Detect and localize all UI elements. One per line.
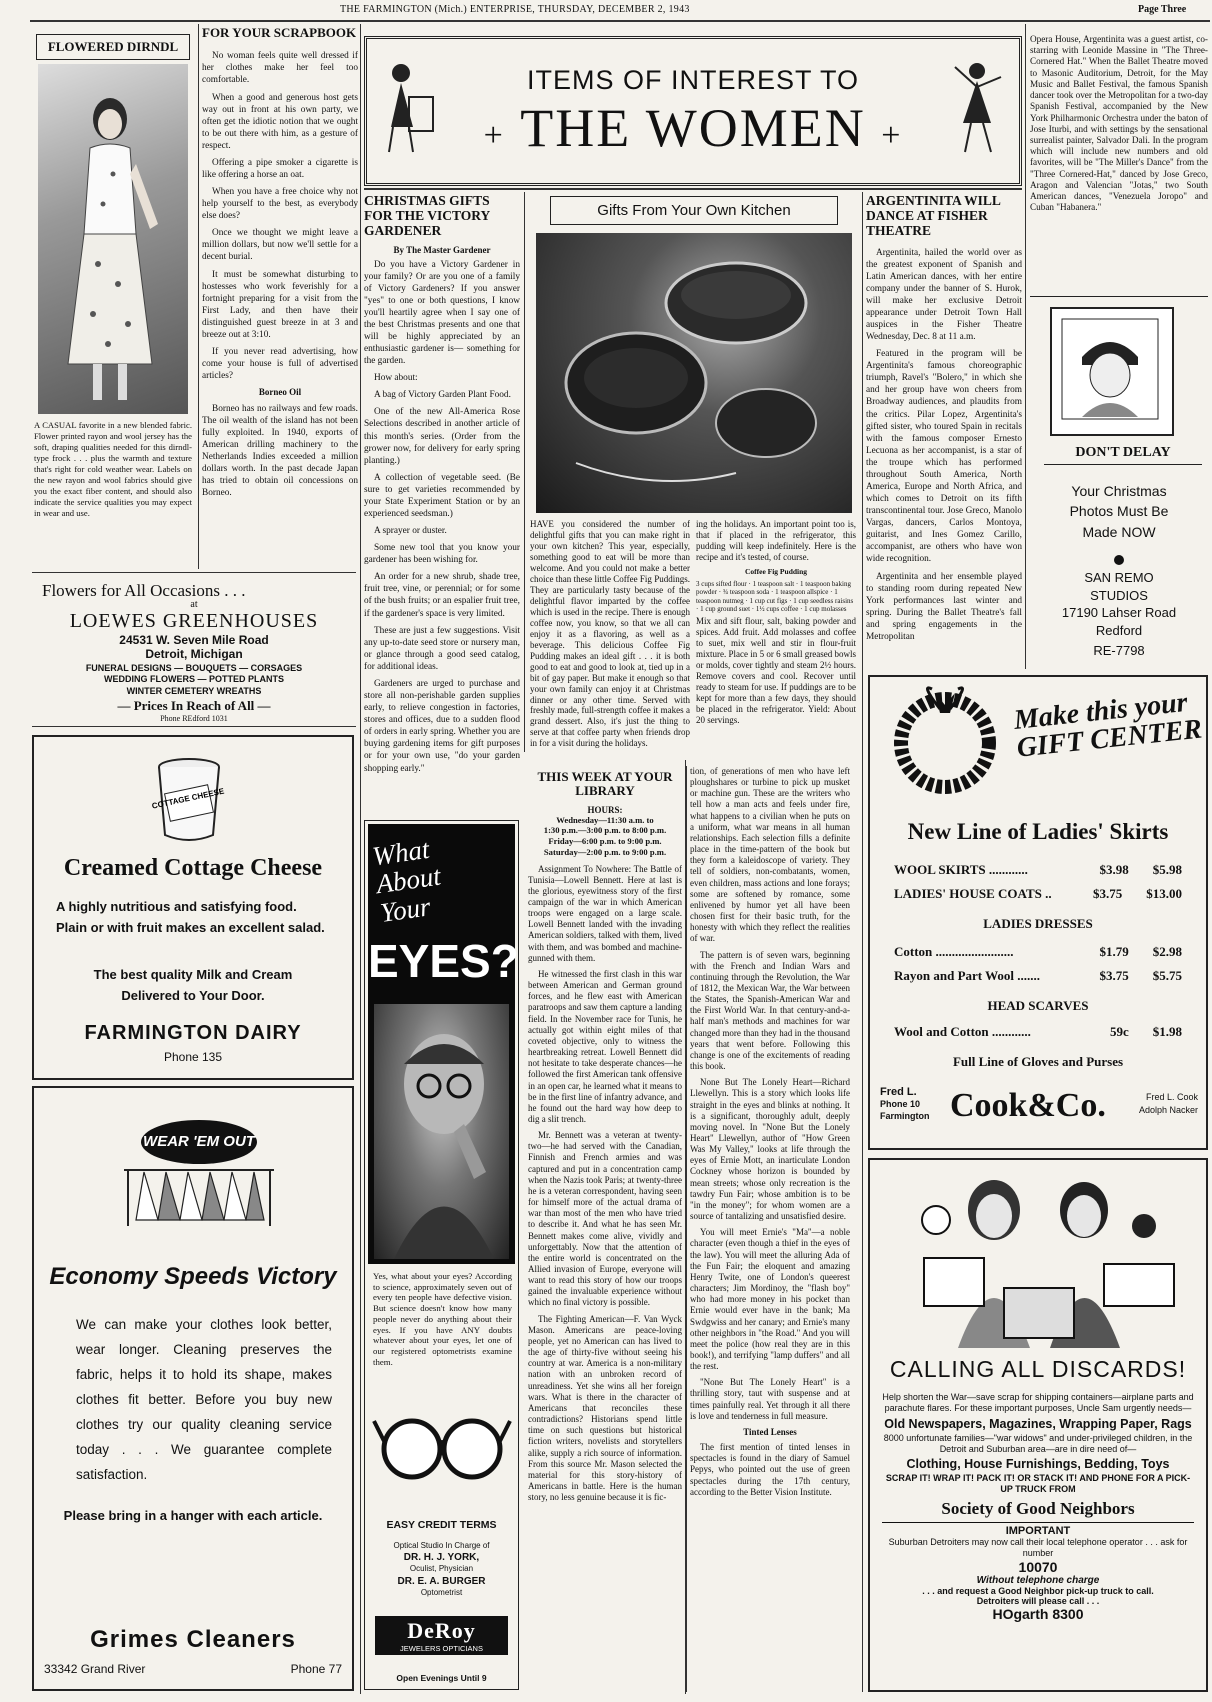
- library-para: The pattern is of seven wars, beginning with the French and Indian Wars and continuing through the Revolution, the War of 1812, the Mexican War, the War between the States, the Spanish-American War and the First World War. In that century-and-a-half man's methods and machines for war changed more than they had in the thousand years that went before. Following this change is one of the excitements of reading this book.: [690, 949, 850, 1072]
- library-hours-line: Wednesday—11:30 a.m. to: [556, 814, 654, 825]
- dairy-line: Delivered to Your Door.: [121, 987, 265, 1003]
- cook-right-info: [1139, 1091, 1198, 1116]
- loewes-addr1: 24531 W. Seven Mile Road: [119, 633, 269, 647]
- eyes-big: EYES?: [368, 935, 519, 987]
- library-para: He witnessed the first clash in this war between American and German ground forces, and he flew east with American paratroops and saw them capture a landing field. In the November race for Tunis, he actually got within eight miles of that coveted objective, only to witness the heartbreaking retreat. Lowell Bennett did not hesitate to take desperate chances—he followed the first American tank offensive in an open car, he learned what it means to be in the first line of infantry advance, and he found out the hard way how deep to dig a slit trench.: [528, 968, 682, 1124]
- cook-price-list: [894, 862, 1182, 1070]
- argentinita-para: Argentinita and her ensemble played to standing room during repeated New York performances last winter and spring. During the Ballet Theatre's fall and spring engagements in the Metropolitan: [866, 571, 1022, 642]
- dresses-subhead: LADIES DRESSES: [983, 916, 1093, 931]
- masthead-dateline: THE FARMINGTON (Mich.) ENTERPRISE, THURSDAY, DECEMBER 2, 1943: [340, 4, 690, 15]
- price-row: [894, 944, 1182, 960]
- cook-script: Make this your GIFT CENTER: [1012, 686, 1204, 764]
- discards-needs: Clothing, House Furnishings, Bedding, Toys: [906, 1457, 1170, 1471]
- christmas-para: One of the new All-America Rose Selections described in another article of this month's series. (Order from the grower now, for delivery for early spring planting.): [364, 407, 520, 466]
- discards-title: CALLING ALL DISCARDS!: [889, 1356, 1187, 1382]
- svg-text:COTTAGE CHEESE: COTTAGE CHEESE: [151, 786, 226, 811]
- scrapbook-para: Offering a pipe smoker a cigarette is like offering a horse an oat.: [202, 157, 358, 180]
- library-para: "None But The Lonely Heart" is a thrilling story, taut with suspense and at times painfully real. Yet through it all there is love and tenderness in full measure.: [690, 1377, 850, 1421]
- price-row: [894, 886, 1182, 902]
- dairy-copy: [56, 897, 338, 939]
- christmas-title: CHRISTMAS GIFTS FOR THE VICTORY GARDENER: [364, 193, 490, 238]
- price-row: [894, 968, 1182, 984]
- scrapbook-body: [202, 50, 358, 499]
- banner-title: + THE WOMEN +: [483, 98, 903, 158]
- price-row: [894, 1024, 1182, 1040]
- price-high: $13.00: [1146, 886, 1182, 901]
- christmas-gifts-article: [364, 192, 520, 774]
- library-title: THIS WEEK AT YOUR LIBRARY: [537, 769, 673, 799]
- scrapbook-title: FOR YOUR SCRAPBOOK: [202, 25, 357, 40]
- sanremo-name: STUDIOS: [1090, 587, 1148, 603]
- grimes-hanger: Please bring in a hanger with each article.: [63, 1508, 323, 1523]
- library-para: You will meet Ernie's "Ma"—a noble character (even though a thief in the eyes of the law). You will meet the alluring Ada of the Fun Fair; the eloquent and amazing Henry Twite, one of London's queerest characters; Jim Mordinoy, the "flash boy" who had more money in his pocket than Ernie would ever have in the bank; Ma Swdgwiss and her canary; and Ernie's many other neighbors in "the Road." And you will meet the police (how real they are in this book!), and terrifying "lamp duffers" and all the rest.: [690, 1227, 850, 1372]
- library-hours: [528, 815, 682, 858]
- grimes-name: Grimes Cleaners: [90, 1626, 296, 1653]
- sanremo-name: SAN REMO: [1084, 570, 1154, 585]
- neighbors-carrying-bundles-icon: [874, 1168, 1204, 1348]
- kitchen-col1: HAVE you considered the number of delightful gifts that you can make right in your own kitchen? This year, especially, something good to eat will be more than welcome. And you could not make a better choice than these little Coffee Fig Puddings. They are particularly tasty because of the delightful flavor imparted by the coffee which is used in the recipe. There is enough coffee now, you know, so that we all can enjoy it as a flavoring, as well as a beverage. This delicious Coffee Fig Pudding makes an ideal gift . . . it is both good to eat and good to look at, tied up in a bit of gay paper. But make it enough so that your own family can enjoy it at Christmas dinner or any other time. Served with freshly made, full-strength coffee it makes a grand dessert. Also, it's just the thing to serve at that coffee party when friends drop in for a visit during the holidays.: [530, 519, 690, 749]
- price-high: $2.98: [1152, 944, 1182, 959]
- christmas-para: An order for a new shrub, shade tree, fruit tree, vine, or perennial; or for some of the bush fruits; or an espalier fruit tree, if the gardener's space is very limited.: [364, 572, 520, 619]
- christmas-para: A sprayer or duster.: [374, 526, 447, 537]
- child-portrait-icon: [1052, 309, 1168, 430]
- scrapbook-para: When you have a free choice why not help yourself to the best, as everybody else does?: [202, 187, 358, 222]
- christmas-para: Do you have a Victory Gardener in your family? Or are you one of a family of Victory Gardeners? If you answer "yes" to one or both questions, I know you'll heartily agree when I say one of the best Christmas presents and one that will be highly appreciated by an enthusiastic gardener is— something for the garden.: [364, 259, 520, 367]
- kitchen-col2-intro: ing the holidays. An important point too is, that if placed in the refrigerator, this pudding will keep indefinitely. Here is the recipe and it's tested, of course.: [696, 519, 856, 562]
- discards-important: IMPORTANT: [882, 1522, 1194, 1537]
- christmas-para: Gardeners are urged to purchase and store all non-perishable garden supplies early, to relieve congestion in factories, stores and offices, due to a sudden flood of orders in early spring. Whether you are buying gardening items for gift purposes or for your own use, "do your garden shopping early.": [364, 678, 520, 774]
- sanremo-info: [1036, 569, 1202, 660]
- price-high: $5.98: [1152, 862, 1182, 877]
- library-para: The Fighting American—F. Van Wyck Mason. Americans are peace-loving people, yet no American can has lived to the age of thirty-five without seeing his country at war. America is a non-military nation with an unbroken record of unreadiness. Yet she wins all her foreign wars. What is there in the character of Americans that reconciles these contradictions? Historians spend little time on such questions but historical fiction writers, novelists and storytellers alike, supply a rich source of information. From this source Mr. Mason selected the material for this story-history of Americans in battle. Here is the human story, no less genuine because it is fic-: [528, 1313, 682, 1503]
- sanremo-photo-frame: [1050, 307, 1174, 436]
- recipe-title: Coffee Fig Pudding: [744, 566, 808, 576]
- man-glasses-icon: [374, 1004, 509, 1259]
- argentinita-continued: Opera House, Argentinita was a guest artist, co-starring with Leonide Massine in "The Three-Cornered Hat." When the Ballet Theatre moved to Masonic Auditorium, Detroit, for the May Music and Ballet Festival, the famous Spanish dancer took over the Metropolitan for a two-day Spanish Festival, accompanied by the New York Philharmonic Orchestra under the baton of Jose Iturbi, and with settings by the sensational surrealist painter, Salvador Dali. In the program which will include new numbers and old favorites, will be "The Miller's Dance" from the "Three Cornered-Hat," danced by Jose Greco, Aragon and Valencian "Jotas," two South American dances, "Venezuela Joropo" and Cuban "Habanera.": [1030, 34, 1208, 213]
- grimes-body: We can make your clothes look better, wear longer. Cleaning preserves the fabric, helps it to hold its shape, makes clothes fit better. Before you buy new clothes try our quality cleaning service today . . . We guarantee complete satisfaction.: [76, 1317, 332, 1482]
- argentinita-body: [866, 247, 1022, 644]
- loewes-phone: Phone REdford 1031: [160, 713, 228, 723]
- dairy-line: A highly nutritious and satisfying food.: [56, 899, 297, 914]
- cook-owner: Adolph Nacker: [1138, 1104, 1198, 1115]
- dairy-line: Plain or with fruit makes an excellent salad.: [56, 919, 325, 935]
- wreath-icon: [880, 683, 1010, 798]
- sanremo-copy: [1036, 481, 1202, 542]
- library-para: tion, of generations of men who have left ploughshares or turbine to pick up musket or machine gun. These are the writers who tell how a man acts and feels under fire, what happens to a civilian when he puts on a uniform, what war means in all human relationships. Each selection fills a definite place in the time-pattern of the book but they form a kaleidoscope of variety. They tell of soldiers, non-combatants, women, even children, mass actions and lone forays; some are softened by romance, some enlivened by humor yet all have been chosen first for their basic truth, for the honesty with which they reflect the realities of war.: [690, 766, 850, 944]
- kitchen-article: [530, 192, 858, 752]
- argentinita-article: [866, 192, 1022, 667]
- dairy-phone: Phone 135: [163, 1050, 223, 1064]
- discards-number: 10070: [1018, 1559, 1058, 1575]
- christmas-byline: By The Master Gardener: [393, 244, 491, 255]
- cook-city: Farmington: [880, 1110, 930, 1121]
- dairy-ad: [32, 735, 354, 1080]
- loewes-service-line: WEDDING FLOWERS — POTTED PLANTS: [104, 674, 284, 685]
- cook-owner: Fred L.: [880, 1086, 917, 1098]
- discards-hogarth: HOgarth 8300: [992, 1606, 1084, 1622]
- sanremo-divider: [1114, 555, 1124, 565]
- eyes-staff: [365, 1541, 518, 1598]
- christmas-body: [364, 259, 520, 775]
- sanremo-city: Redford: [1095, 622, 1143, 638]
- eyes-hours: Open Evenings Until 9: [396, 1673, 487, 1683]
- sanremo-line: Photos Must Be: [1069, 503, 1169, 520]
- eyeglasses-icon: [372, 1401, 512, 1491]
- cook-logo: Cook&Co.: [950, 1087, 1106, 1124]
- discards-text: Without telephone charge: [976, 1575, 1100, 1586]
- library-para: Assignment To Nowhere: The Battle of Tunisia—Lowell Bennett. Here at last is the glorious, eyewitness story of the first campaign of the war in which American troops were engaged on a large scale. Lowell Bennett landed with the invading American soldiers, talked with them, lived with them, and was bombed and machine-gunned with them.: [528, 863, 682, 963]
- scrapbook-para: If you never read advertising, how come your house is full of advertised articles?: [202, 347, 358, 382]
- library-para: None But The Lonely Heart—Richard Llewellyn. This is a story which looks life straight in the eyes and blinks at nothing. It is a significant, thoroughly adult, deeply moving novel. In "None But the Lonely Heart" Llewellyn, author of "How Green Was My Valley," looks at life through the eyes of Ernie Mott, an inarticulate London Cockney whose horizon is bounded by mean streets; whose only recreation is the tawdry Fun Fair; whose ambition is to be "in the money"; for whom women are a source of tantalizing and unsatisfied desire.: [690, 1077, 850, 1222]
- woman-figure-icon: [38, 64, 188, 414]
- price-high: $1.98: [1152, 1024, 1182, 1039]
- scrapbook-para: It must be somewhat disturbing to hostesses who work feverishly for a fortnight preparing for a visit from the First Lady, and then have their distinguished guest breeze in at 3 and breeze out at 3:10.: [202, 269, 358, 340]
- discards-text: Suburban Detroiters may now call their local telephone operator . . . ask for number: [888, 1536, 1188, 1558]
- pudding-photo-icon: [536, 233, 852, 513]
- library-para: Mr. Bennett was a veteran at twenty-two—he had served with the Canadian, Finnish and French armies and was captured and put in a concentration camp when the Nazis took Paris; at twenty-three he is a veteran correspondent, having seen for himself more of the actual drama of war than most of the men who have tried to describe it. And what he has seen Mr. Bennett makes come alive, vividly and unforgettably. Now that the attention of the entire world is concentrated on the Allied invasion of Europe, everyone will want to read this story of how our troops gained the invaluable experience without which no final victory is possible.: [528, 1130, 682, 1308]
- cook-left-info: [880, 1085, 930, 1123]
- loewes-service-line: WINTER CEMETERY WREATHS: [126, 685, 262, 696]
- dirndl-caption: A CASUAL favorite in a new blended fabric. Flower printed rayon and wool jersey has the soft, draping qualities needed for this dirndl-type frock . . . plus the warmth and texture that's right for cold weather wear. Labels on the new rayon and wool fabrics should give you the exact fiber content, and should also indicate the service qualities you may expect in wear and use.: [34, 420, 192, 519]
- women-banner: [364, 36, 1022, 186]
- price-low: $3.75: [1093, 886, 1123, 901]
- scrapbook-article: [202, 24, 358, 569]
- discards-organization: Society of Good Neighbors: [941, 1498, 1135, 1518]
- price-row: [894, 862, 1182, 878]
- eyes-charge: Optical Studio In Charge of: [393, 1541, 490, 1550]
- sanremo-ad: [1030, 296, 1208, 676]
- price-low: $3.98: [1099, 862, 1129, 877]
- grimes-address: 33342 Grand River: [44, 1662, 146, 1676]
- kitchen-col2: [696, 519, 856, 749]
- svg-text:WEAR 'EM OUT: WEAR 'EM OUT: [143, 1133, 255, 1150]
- scrapbook-para: When a good and generous host gets way out in front at his own party, we often get the idiotic notion that we ought to be out there with him, as a gesture of respect.: [202, 92, 358, 151]
- deroy-logo: [375, 1616, 508, 1655]
- discards-action: SCRAP IT! WRAP IT! PACK IT! OR STACK IT! AND PHONE FOR A PICK-UP TRUCK FROM: [885, 1473, 1191, 1495]
- discards-ad: [868, 1158, 1208, 1692]
- borneo-subhead: Borneo Oil: [258, 387, 302, 398]
- tinted-lenses-text: The first mention of tinted lenses in spectacles is found in the diary of Samuel Pepys, who pointed out the use of green spectacles during the 17th century, according to the Better Vision Institute.: [690, 1442, 850, 1497]
- tinted-lenses-subhead: Tinted Lenses: [743, 1426, 797, 1437]
- kitchen-title: Gifts From Your Own Kitchen: [550, 196, 838, 225]
- discards-body: [882, 1392, 1194, 1622]
- sanremo-headline: DON'T DELAY: [1044, 445, 1202, 465]
- dirndl-photo: [38, 64, 188, 414]
- loewes-at: at: [190, 599, 198, 610]
- clothes-rack-icon: [114, 1108, 284, 1228]
- scrapbook-para: No woman feels quite well dressed if her clothes make her feel too comfortable.: [202, 51, 358, 86]
- christmas-para: These are just a few suggestions. Visit any up-to-date seed store or nursery man, or glance through a good seed catalog, for additional ideas.: [364, 625, 520, 672]
- eyes-what: What About Your: [370, 833, 443, 928]
- eyes-poster: [368, 824, 519, 1264]
- scrapbook-para: Once we thought we might leave a million dollars, but now we'll settle for a decent burial.: [202, 228, 358, 263]
- price-label: Wool and Cotton ............: [894, 1024, 1031, 1039]
- cook-heading: New Line of Ladies' Skirts: [907, 819, 1169, 844]
- scarves-subhead: HEAD SCARVES: [987, 998, 1089, 1013]
- loewes-services: [32, 663, 356, 697]
- loewes-tagline: — Prices In Reach of All —: [117, 697, 271, 713]
- price-high: $5.75: [1152, 968, 1182, 983]
- pudding-photo: [536, 233, 852, 513]
- recipe-ingredients: 3 cups sifted flour · 1 teaspoon salt · 1 teaspoon baking powder · ¾ teaspoon soda · 1 teaspoon allspice · 1 teaspoon nutmeg · 1 cup cut figs · 1 cup seedless raisins · 1 cup ground suet · 1½ cups coffee · 1 cup molasses: [696, 579, 854, 614]
- dairy-copy2: [34, 965, 352, 1007]
- grimes-phone: Phone 77: [290, 1662, 342, 1676]
- price-label: WOOL SKIRTS ............: [894, 862, 1028, 877]
- discards-text: 8000 unfortunate families—"war widows" and under-privileged children, in the Detroit and Suburban area—are in dire need of—: [883, 1432, 1193, 1454]
- eyes-doctor-title: Optometrist: [420, 1587, 463, 1597]
- eyes-ad: [364, 820, 519, 1690]
- sanremo-phone: RE-7798: [1093, 643, 1145, 659]
- page-number: Page Three: [1138, 4, 1187, 15]
- banner-title-text: THE WOMEN: [520, 98, 866, 158]
- argentinita-title: ARGENTINITA WILL DANCE AT FISHER THEATRE: [866, 193, 1001, 238]
- price-low: 59c: [1109, 1024, 1129, 1039]
- sanremo-address: 17190 Lahser Road: [1061, 605, 1177, 621]
- dairy-line: The best quality Milk and Cream: [93, 967, 293, 982]
- dirndl-title: FLOWERED DIRNDL: [36, 34, 190, 60]
- library-col2: [690, 766, 850, 1692]
- cook-ad: [868, 675, 1208, 1150]
- masthead: [0, 2, 1212, 20]
- cook-owner: Fred L. Cook: [1145, 1092, 1198, 1102]
- cottage-cheese-carton-icon: [149, 755, 229, 845]
- dairy-name: FARMINGTON DAIRY: [84, 1022, 302, 1044]
- banner-kicker: ITEMS OF INTEREST TO: [526, 65, 860, 95]
- price-low: $3.75: [1099, 968, 1129, 983]
- eyes-doctor: DR. H. J. YORK,: [403, 1552, 480, 1564]
- library-col1: [528, 864, 682, 1504]
- kitchen-col2-method: Mix and sift flour, salt, baking powder and spices. Add fruit. Add molasses and coffee to suet, mix well and stir in flour-fruit mixture. Place in 5 or 6 small greased bowls or molds, cover tightly and steam 2½ hours. Remove covers and cool. Recover until ready to steam for use. If puddings are to be kept for more than a few days, they should be placed in the refrigerator. Yield: About 20 servings.: [696, 616, 856, 726]
- discards-text: Detroiters will please call . . .: [976, 1596, 1100, 1606]
- gloves-line: Full Line of Gloves and Purses: [952, 1054, 1124, 1069]
- deroy-name: DeRoy: [407, 1618, 476, 1643]
- loewes-line1: Flowers for All Occasions . . .: [42, 581, 246, 600]
- loewes-service-line: FUNERAL DESIGNS — BOUQUETS — CORSAGES: [85, 663, 303, 673]
- price-low: $1.79: [1099, 944, 1129, 959]
- dirndl-article: [30, 24, 196, 569]
- dairy-title: Creamed Cottage Cheese: [63, 855, 323, 881]
- library-article: [528, 766, 682, 1692]
- cook-phone: Phone 10: [880, 1099, 921, 1110]
- christmas-para: A bag of Victory Garden Plant Food.: [374, 390, 511, 401]
- argentinita-para: Argentinita, hailed the world over as the greatest exponent of Spanish and Latin American dances, with her entire company under the banner of S. Hurok, will make her exclusive Detroit appearance under Detroit Town Hall auspices in the Fisher Theatre Wednesday, Dec. 8 at 11 a.m.: [866, 247, 1022, 343]
- deroy-sub: JEWELERS OPTICIANS: [400, 1644, 483, 1653]
- christmas-para: A collection of vegetable seed. (Be sure to get varieties recommended by your State Experiment Station or by an experienced seedsman.): [364, 472, 520, 520]
- price-label: LADIES' HOUSE COATS ..: [894, 886, 1052, 901]
- eyes-doctor-title: Oculist, Physician: [409, 1564, 474, 1574]
- eyes-doctor: DR. E. A. BURGER: [397, 1575, 486, 1587]
- christmas-para: How about:: [374, 373, 418, 384]
- library-hours-line: Saturday—2:00 p.m. to 9:00 p.m.: [543, 846, 667, 857]
- eyes-credit: EASY CREDIT TERMS: [386, 1519, 497, 1531]
- library-hours-line: 1:30 p.m.—3:00 p.m. to 8:00 p.m.: [543, 825, 667, 836]
- library-hours-label: HOURS:: [587, 804, 623, 815]
- borneo-text: Borneo has no railways and few roads. The oil wealth of the island has not been fully exploited. In 1940, exports of American drilling machinery to the Netherlands Indies exceeded a million dollars worth. In the past decade Japan has tried to obtain oil concessions on Borneo.: [202, 403, 358, 499]
- library-hours-line: Friday—6:00 p.m. to 9:00 p.m.: [548, 836, 662, 847]
- loewes-ad: [32, 572, 356, 727]
- loewes-name: LOEWES GREENHOUSES: [69, 610, 319, 632]
- discards-text: . . . and request a Good Neighbor pick-up truck to call.: [922, 1586, 1154, 1596]
- kitchen-columns: [530, 519, 858, 749]
- grimes-title: Economy Speeds Victory: [49, 1263, 337, 1290]
- discards-text: Help shorten the War—save scrap for shipping containers—airplane parts and parachute flares. For these important purposes, Uncle Sam urgently needs—: [882, 1392, 1194, 1414]
- discards-needs: Old Newspapers, Magazines, Wrapping Paper, Rags: [884, 1416, 1192, 1431]
- sanremo-line: Made NOW: [1082, 523, 1156, 540]
- eyes-person-photo: [374, 1004, 509, 1259]
- grimes-ad: [32, 1086, 354, 1691]
- christmas-para: Some new tool that you know your gardener has been wishing for.: [364, 543, 520, 566]
- price-label: Cotton ........................: [894, 944, 1014, 959]
- sanremo-line: Your Christmas: [1071, 483, 1167, 499]
- price-label: Rayon and Part Wool .......: [894, 968, 1041, 983]
- argentinita-para: Featured in the program will be Argentinita's famous choreographic triumph, Ravel's "Bolero," in which she and her group have won cheers from Broadway audiences, and plaudits from the critics. Pilar Lopez, Argentinita's gifted sister, who toured Spain in recitals with the famous composer Ernesto Lecuona as her accompanist, is a star of the troupe which has performed throughout South America, North America, Europe and North Africa, and which comes to Detroit on its fifth transcontinental tour. Jose Greco, Manolo Vargas, dancers, Carlos Montoya, guitarist, and Ines Gomez Carillo, accompanist, are others who have won wide recognition.: [866, 349, 1022, 565]
- eyes-body: Yes, what about your eyes? According to science, approximately seven out of every ten people have defective vision. But science doesn't know how many people never do anything about their eyes. If you have ANY doubts whatever about your eyes, let one of our registered optometrists examine them.: [373, 1271, 512, 1367]
- loewes-addr2: Detroit, Michigan: [145, 647, 243, 661]
